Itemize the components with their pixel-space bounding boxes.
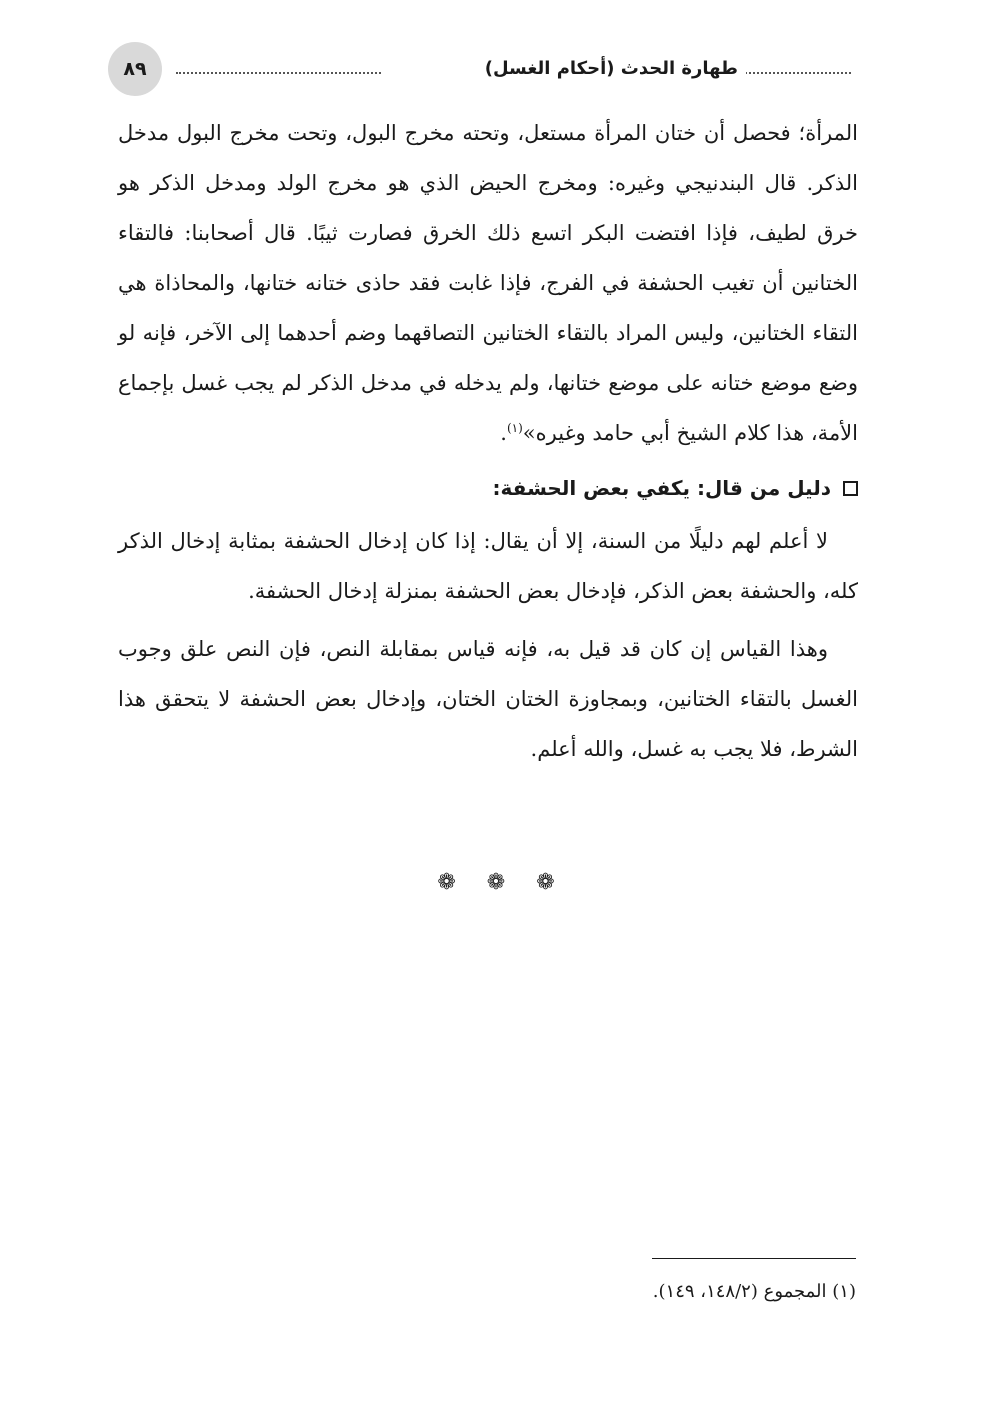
- running-title: طهارة الحدث (أحكام الغسل): [477, 54, 746, 84]
- paragraph-analogy: وهذا القياس إن كان قد قيل به، فإنه قياس بمقابلة النص، فإن النص علق وجوب الغسل بالتقاء الختانين، وبمجاوزة الختان الختان، وإدخال بعض الحشفة لا يتحقق هذا الشرط، فلا يجب به غسل، والله أعلم.: [118, 637, 858, 761]
- section-heading: [118, 466, 858, 510]
- checkbox-square-icon: [843, 481, 858, 496]
- footnote-separator: [652, 1258, 856, 1259]
- paragraph-quote: [118, 108, 858, 458]
- paragraph-evidence: لا أعلم لهم دليلًا من السنة، إلا أن يقال: إذا كان إدخال الحشفة بمثابة إدخال الذكر كله، والحشفة بعض الذكر، فإدخال بعض الحشفة بمنزلة إدخال الحشفة.: [118, 529, 858, 603]
- footnote: (١) المجموع (١٤٨/٢، ١٤٩).: [652, 1281, 856, 1302]
- paragraph-quote-end: .: [500, 421, 507, 445]
- paragraph-quote-text: المرأة؛ فحصل أن ختان المرأة مستعل، وتحته مخرج البول، وتحت مخرج البول مدخل الذكر. قال البندنيجي وغيره: ومخرج الحيض الذي هو مخرج الولد ومدخل الذكر هو خرق لطيف، فإذا افتضت البكر اتسع ذلك الخرق فصارت ثيبًا. قال أصحابنا: فالتقاء الختانين أن تغيب الحشفة في الفرج، فإذا غابت فقد حاذى ختانه ختانها، والمحاذاة هي التقاء الختانين، وليس المراد بالتقاء الختانين التصاقهما وضم أحدهما إلى الآخر، فإنه لو وضع موضع ختانه على موضع ختانها، ولم يدخله في مدخل الذكر لم يجب غسل بإجماع الأمة، هذا كلام الشيخ أبي حامد وغيره»: [118, 121, 858, 445]
- main-text: [118, 108, 858, 774]
- footnote-reference[interactable]: (١): [506, 421, 523, 435]
- header-dotted-rule-left: [176, 72, 381, 74]
- section-heading-text: دليل من قال: يكفي بعض الحشفة:: [492, 476, 831, 500]
- section-end-ornaments: ❁ ❁ ❁: [437, 870, 567, 895]
- page-number: ٨٩: [108, 42, 162, 96]
- page-header: [108, 42, 856, 96]
